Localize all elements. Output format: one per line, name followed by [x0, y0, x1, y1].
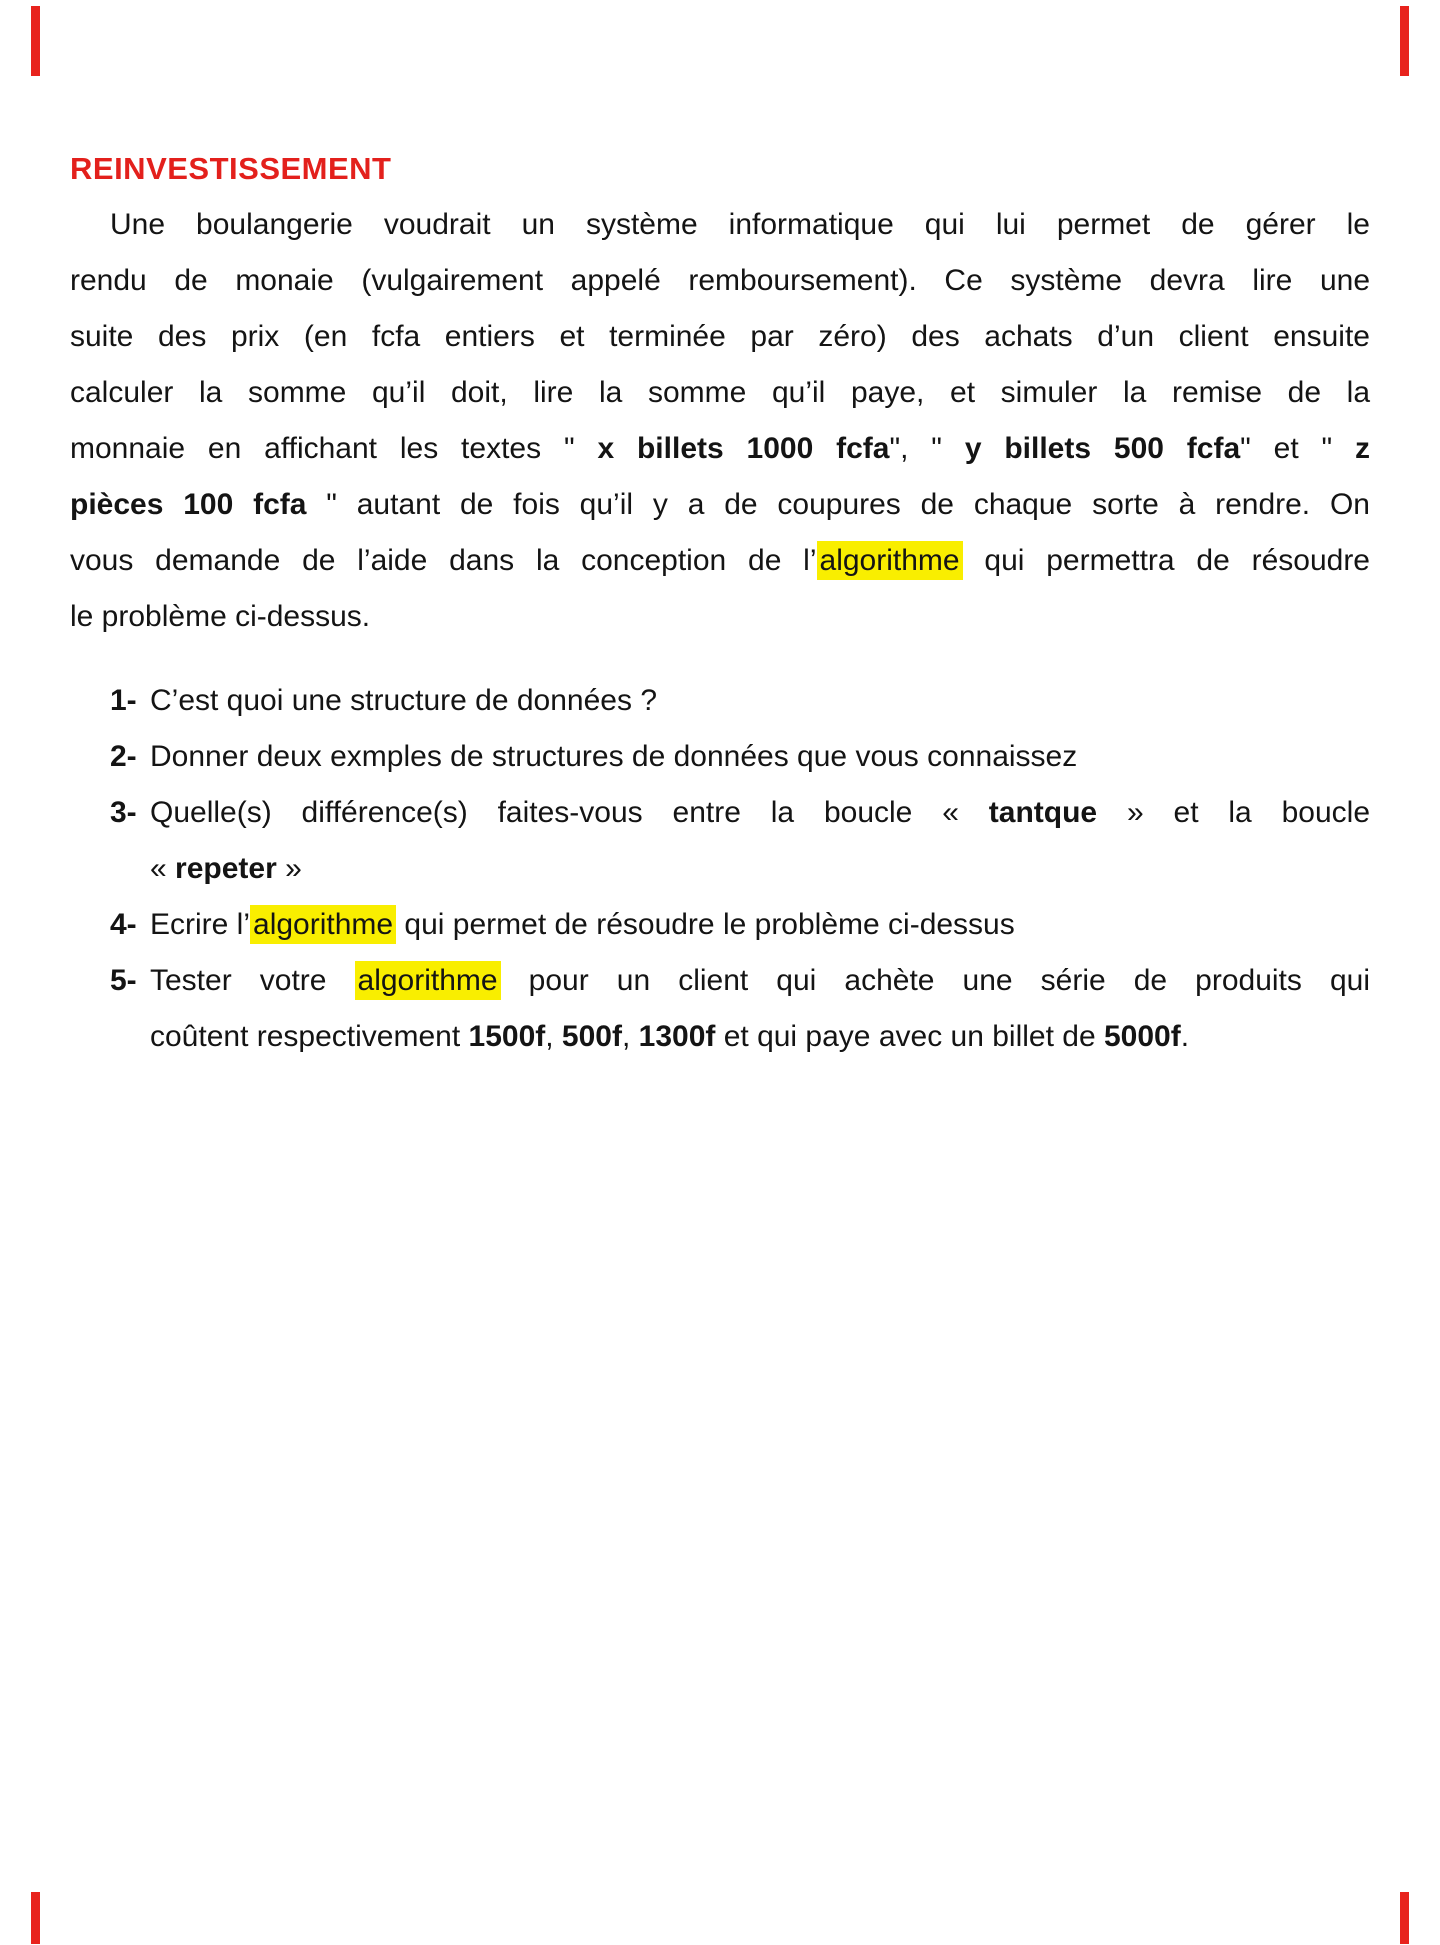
bold-text: repeter	[175, 852, 277, 885]
bold-text: pièces 100 fcfa	[70, 488, 307, 521]
body-text: le problème ci-dessus.	[70, 600, 371, 633]
bold-text: y billets 500 fcfa	[964, 432, 1241, 465]
body-text: rendu de monaie (vulgairement appelé remboursement). Ce système devra lire une	[70, 264, 1370, 297]
highlighted-text: algorithme	[355, 961, 501, 1000]
question-number: 4-	[110, 908, 137, 941]
question-number: 1-	[110, 684, 137, 717]
body-text: et qui paye avec un billet de	[715, 1020, 1104, 1053]
bold-text: 1300f	[638, 1020, 716, 1053]
bold-text: z	[1355, 432, 1371, 465]
page-border-mark-top-left	[31, 6, 40, 76]
body-text: " et "	[1240, 432, 1356, 465]
text-line	[70, 309, 1370, 365]
highlighted-text: algorithme	[250, 905, 396, 944]
question-line	[70, 673, 1370, 729]
text-line	[70, 365, 1370, 421]
bold-text: 1500f	[468, 1020, 546, 1053]
question-line	[70, 897, 1370, 953]
body-text: «	[150, 852, 176, 885]
page-title: REINVESTISSEMENT	[70, 151, 392, 186]
bold-text: 5000f	[1103, 1020, 1181, 1053]
page-border-mark-bottom-left	[31, 1892, 40, 1944]
body-text: calculer la somme qu’il doit, lire la somme qu’il paye, et simuler la remise de la	[70, 376, 1370, 409]
body-text: C’est quoi une structure de données ?	[150, 684, 657, 717]
body-text: »	[276, 852, 302, 885]
body-text: » et la boucle	[1097, 796, 1370, 829]
body-text: Ecrire l’	[150, 908, 251, 941]
page-border-mark-top-right	[1400, 6, 1409, 76]
text-line	[70, 589, 1370, 645]
body-text: Tester votre	[150, 964, 355, 997]
question-number: 3-	[110, 796, 137, 829]
question-list	[70, 673, 1370, 1065]
body-text: vous demande de l’aide dans la conception de l’	[70, 544, 817, 577]
document-content	[70, 141, 1370, 1065]
question-line	[70, 1009, 1370, 1065]
text-line	[70, 421, 1370, 477]
body-text: .	[1180, 1020, 1190, 1053]
bold-text: x billets 1000 fcfa	[597, 432, 890, 465]
body-text: coûtent respectivement	[150, 1020, 469, 1053]
page-border-mark-bottom-right	[1400, 1892, 1409, 1944]
bold-text: tantque	[988, 796, 1098, 829]
body-text: qui permettra de résoudre	[962, 544, 1370, 577]
bold-text: 500f	[561, 1020, 622, 1053]
intro-paragraph	[70, 197, 1370, 645]
body-text: ", "	[889, 432, 965, 465]
body-text: qui permet de résoudre le problème ci-dessus	[396, 908, 1015, 941]
question-line	[70, 729, 1370, 785]
question-number: 2-	[110, 740, 137, 773]
body-text: Une boulangerie voudrait un système informatique qui lui permet de gérer le	[110, 208, 1370, 241]
text-line	[70, 533, 1370, 589]
question-line	[70, 841, 1370, 897]
body-text: " autant de fois qu’il y a de coupures de chaque sorte à rendre. On	[306, 488, 1370, 521]
body-text: pour un client qui achète une série de produits qui	[500, 964, 1370, 997]
question-line	[70, 953, 1370, 1009]
text-line	[70, 253, 1370, 309]
question-number: 5-	[110, 964, 137, 997]
question-line	[70, 785, 1370, 841]
body-text: ,	[545, 1020, 562, 1053]
text-line	[70, 197, 1370, 253]
body-text: ,	[621, 1020, 639, 1053]
body-text: monnaie en affichant les textes "	[70, 432, 598, 465]
highlighted-text: algorithme	[817, 541, 963, 580]
body-text: Donner deux exmples de structures de données que vous connaissez	[150, 740, 1078, 773]
text-line	[70, 477, 1370, 533]
body-text: Quelle(s) différence(s) faites-vous entre la boucle «	[150, 796, 989, 829]
body-text: suite des prix (en fcfa entiers et terminée par zéro) des achats d’un client ensuite	[70, 320, 1370, 353]
